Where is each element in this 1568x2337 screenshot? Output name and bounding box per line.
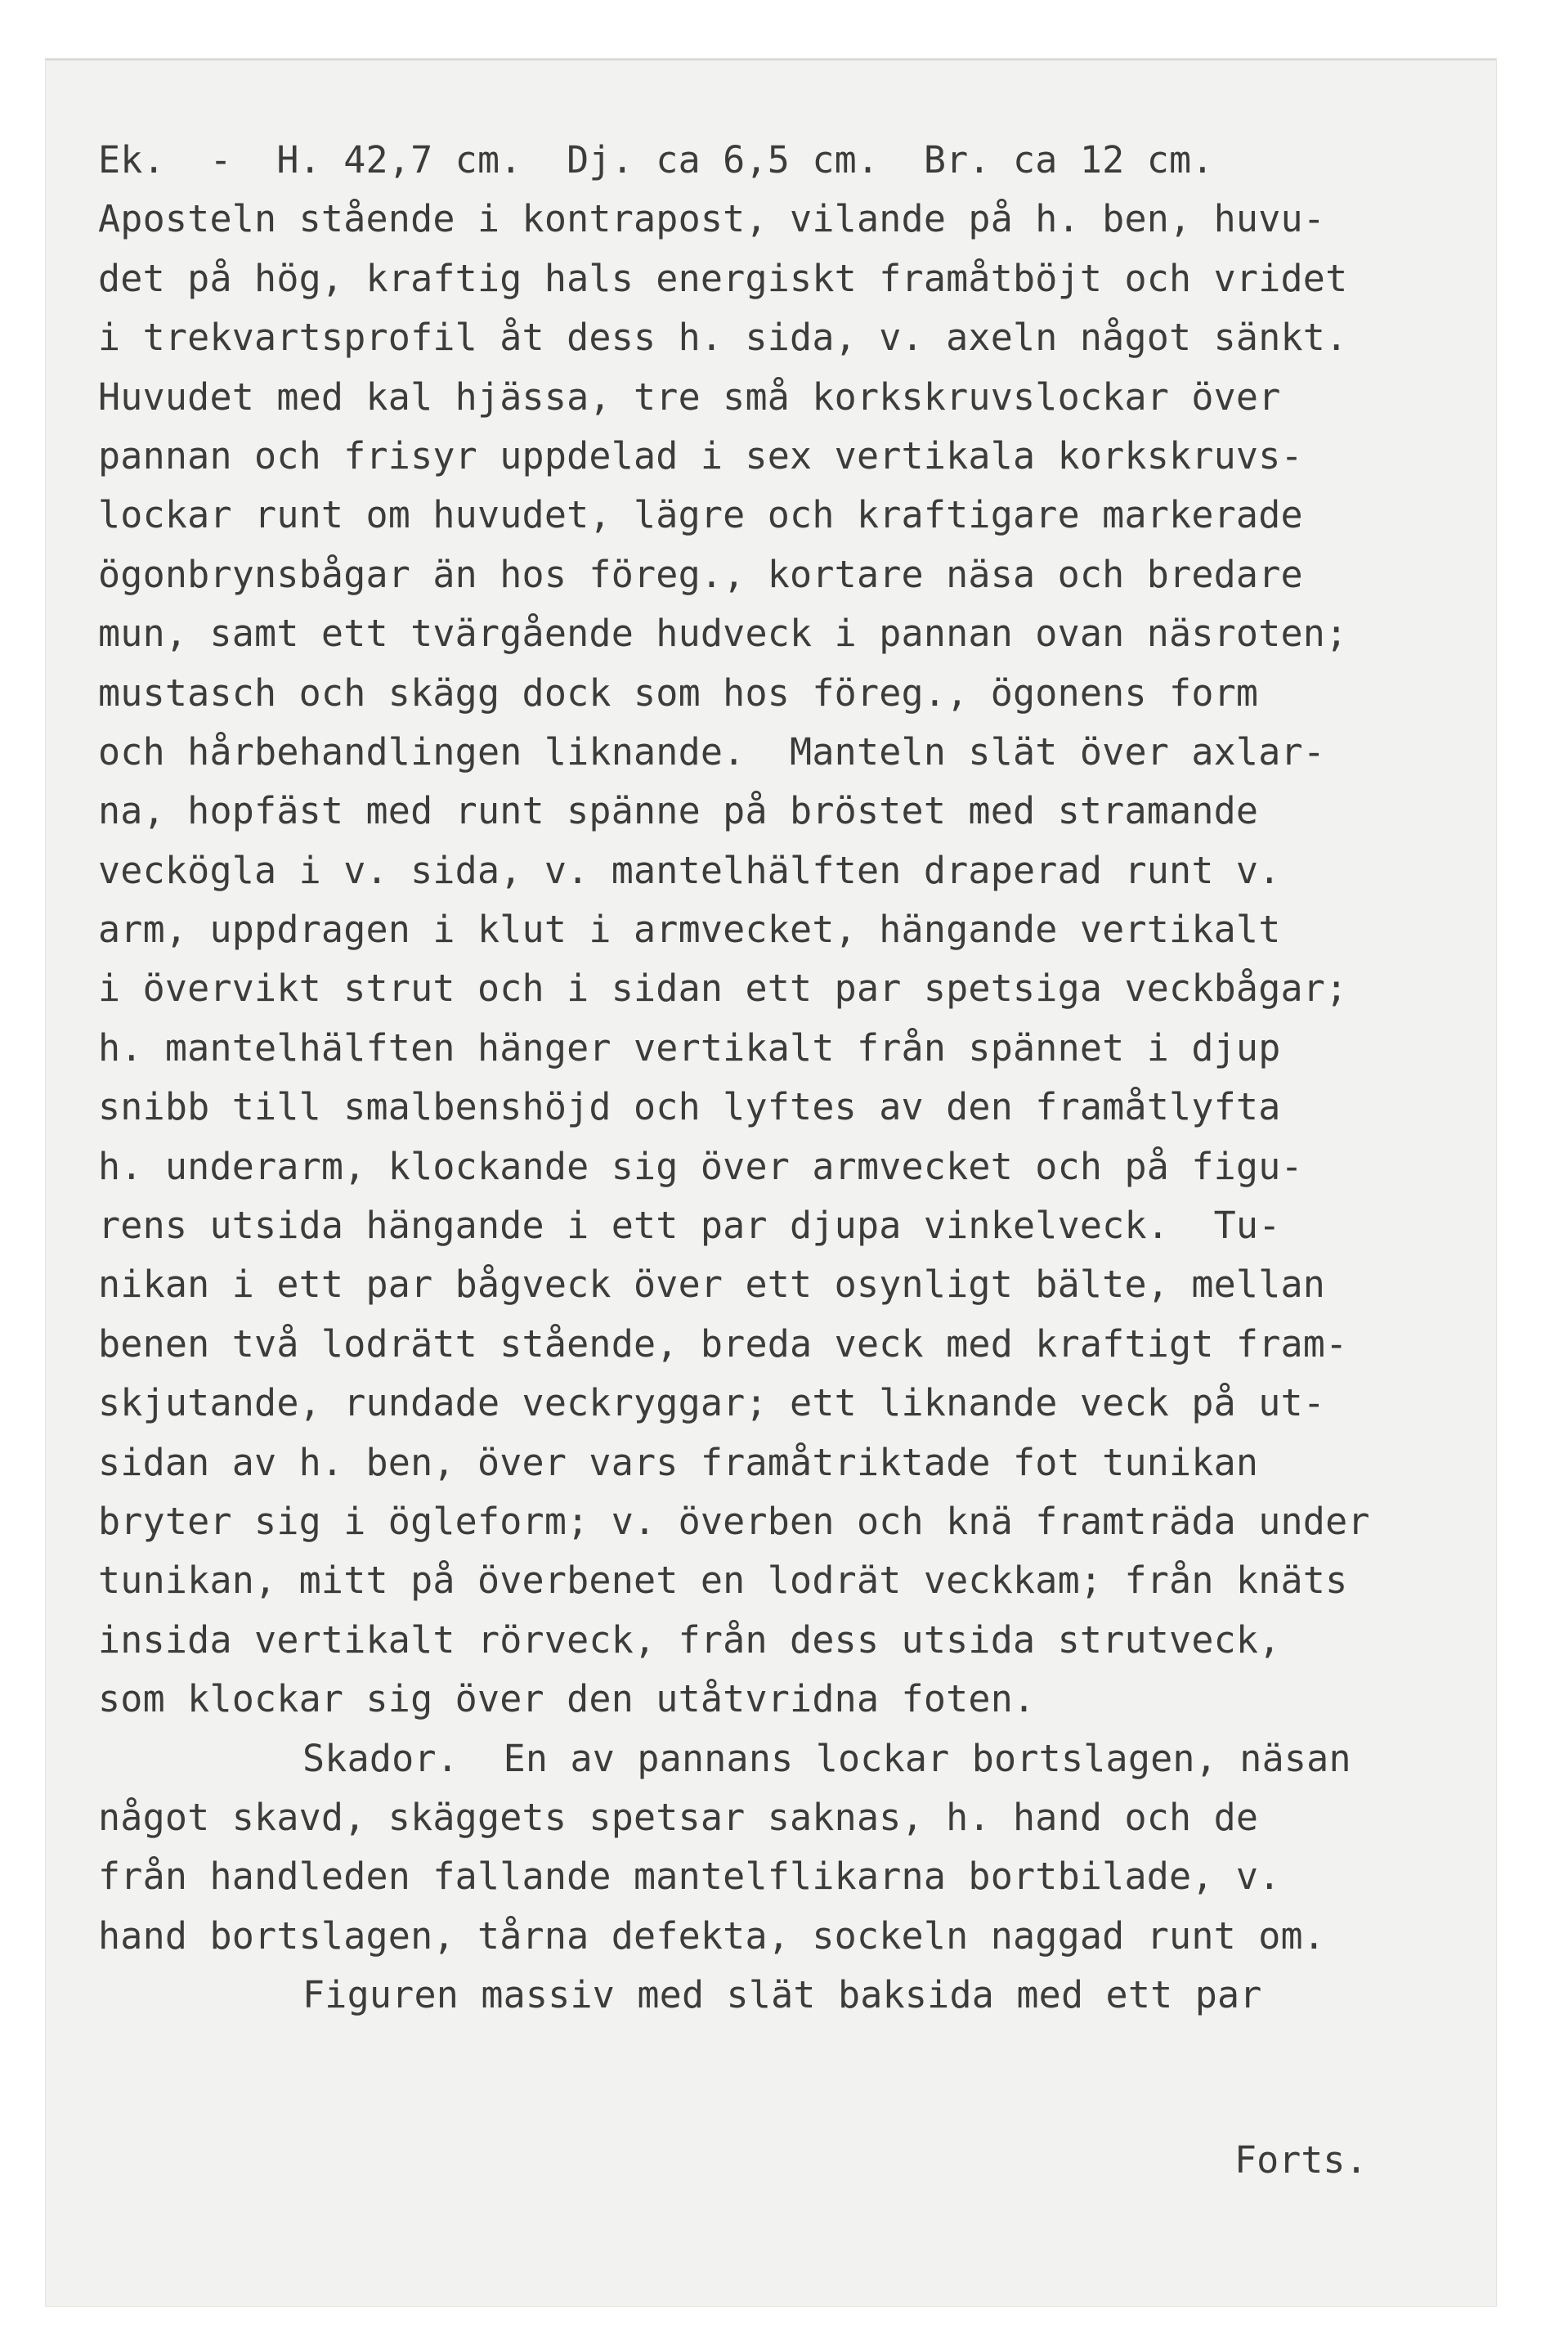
continuation-note: Forts. <box>1234 2138 1368 2182</box>
text-line: Aposteln stående i kontrapost, vilande på h. ben, huvu- <box>98 197 1326 241</box>
text-line: det på hög, kraftig hals energiskt framåtböjt och vridet <box>98 256 1348 300</box>
text-line: från handleden fallande mantelflikarna bortbilade, v. <box>98 1855 1281 1899</box>
text-line: i trekvartsprofil åt dess h. sida, v. axeln något sänkt. <box>98 316 1348 360</box>
text-line: lockar runt om huvudet, lägre och kraftigare markerade <box>98 493 1303 537</box>
text-line: h. mantelhälften hänger vertikalt från spännet i djup <box>98 1025 1281 1070</box>
text-line: och hårbehandlingen liknande. Manteln slät över axlar- <box>98 729 1326 774</box>
text-line: rens utsida hängande i ett par djupa vinkelveck. Tu- <box>98 1204 1281 1248</box>
text-line: arm, uppdragen i klut i armvecket, hängande vertikalt <box>98 908 1281 952</box>
text-line: bryter sig i ögleform; v. överben och knä framträda under <box>98 1499 1370 1543</box>
text-line: pannan och frisyr uppdelad i sex vertikala korkskruvs- <box>98 433 1303 478</box>
text-line: Huvudet med kal hjässa, tre små korkskruvslockar över <box>98 375 1281 419</box>
text-line: insida vertikalt rörveck, från dess utsida strutveck, <box>98 1617 1281 1662</box>
text-line: skjutande, rundade veckryggar; ett liknande veck på ut- <box>98 1381 1326 1425</box>
damage-heading-line: Skador. En av pannans lockar bortslagen, näsan <box>302 1736 1351 1780</box>
text-line: mun, samt ett tvärgående hudveck i pannan ovan näsroten; <box>98 612 1348 656</box>
text-line: veckögla i v. sida, v. mantelhälften draperad runt v. <box>98 848 1281 892</box>
text-line: tunikan, mitt på överbenet en lodrät veckkam; från knäts <box>98 1559 1348 1603</box>
text-line: benen två lodrätt stående, breda veck med kraftigt fram- <box>98 1321 1348 1366</box>
text-line: na, hopfäst med runt spänne på bröstet med stramande <box>98 789 1259 833</box>
text-line: ögonbrynsbågar än hos föreg., kortare näsa och bredare <box>98 552 1303 596</box>
text-line: något skavd, skäggets spetsar saknas, h. hand och de <box>98 1795 1259 1839</box>
text-line: i övervikt strut och i sidan ett par spetsiga veckbågar; <box>98 967 1348 1011</box>
text-line: sidan av h. ben, över vars framåtriktade fot tunikan <box>98 1440 1259 1484</box>
typed-text-block <box>98 131 1488 2025</box>
text-line: som klockar sig över den utåtvridna foten. <box>98 1677 1036 1721</box>
text-line: mustasch och skägg dock som hos föreg., ögonens form <box>98 671 1259 715</box>
text-line: nikan i ett par bågveck över ett osynligt bälte, mellan <box>98 1263 1326 1307</box>
header-line: Ek. - H. 42,7 cm. Dj. ca 6,5 cm. Br. ca 12 cm. <box>98 138 1214 182</box>
text-line: hand bortslagen, tårna defekta, sockeln naggad runt om. <box>98 1913 1326 1958</box>
text-line: h. underarm, klockande sig över armvecket och på figu- <box>98 1144 1303 1188</box>
figure-line: Figuren massiv med slät baksida med ett par <box>302 1973 1262 2017</box>
text-line: snibb till smalbenshöjd och lyftes av den framåtlyfta <box>98 1085 1281 1129</box>
